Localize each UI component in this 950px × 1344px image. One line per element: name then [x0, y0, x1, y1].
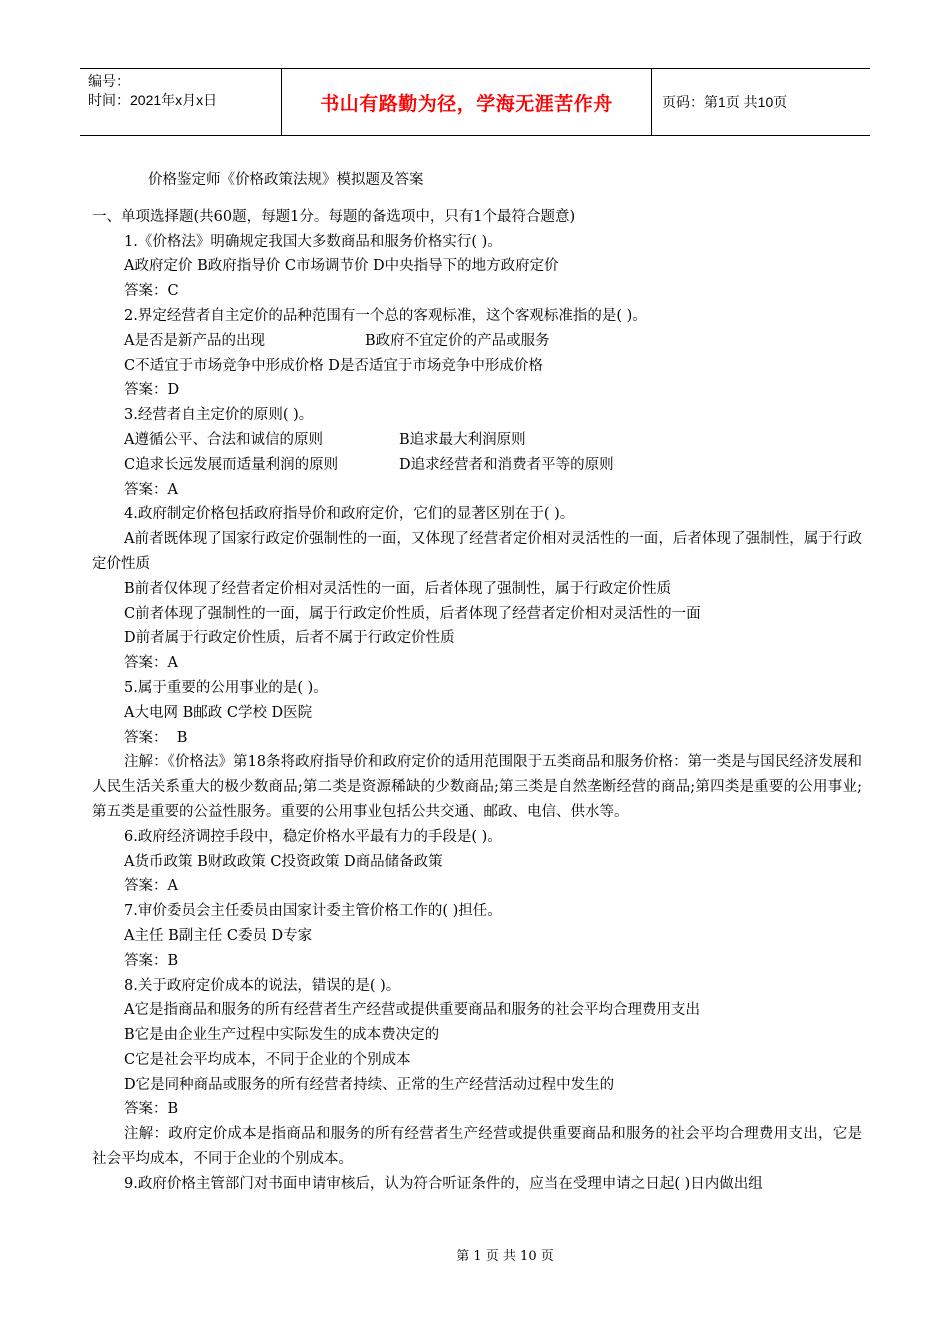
question-2-answer: 答案：D: [124, 382, 180, 399]
option-b: B追求最大利润原则: [399, 431, 526, 448]
question-4: 4.政府制定价格包括政府指导价和政府定价，它们的显著区别在于( )。: [124, 506, 575, 523]
page-header: [80, 68, 870, 136]
question-6: 6.政府经济调控手段中，稳定价格水平最有力的手段是( )。: [124, 828, 502, 845]
question-4-option-d: D前者属于行政定价性质，后者不属于行政定价性质: [124, 630, 455, 647]
question-5-answer: 答案： B: [124, 729, 188, 746]
doc-title: 价格鉴定师《价格政策法规》模拟题及答案: [148, 172, 424, 188]
question-5-note: 注解：《价格法》第18条将政府指导价和政府定价的适用范围限于五类商品和服务价格：第一类是与国民经济发展和人民生活关系重大的极少数商品;第二类是资源稀缺的少数商品;第三类是自然垄断经营的商品;第四类是重要的公用事业;第五类是重要的公益性服务。重要的公用事业包括公共交通、邮政、电信、供水等。: [92, 754, 862, 820]
question-2: 2.界定经营者自主定价的品种范围有一个总的客观标准，这个客观标准指的是( )。: [124, 307, 647, 324]
question-8-option-c: C它是社会平均成本，不同于企业的个别成本: [124, 1051, 411, 1068]
header-motto: 书山有路勤为径，学海无涯苦作舟: [281, 69, 652, 135]
question-3: 3.经营者自主定价的原则( )。: [124, 407, 314, 424]
question-7: 7.审价委员会主任委员由国家计委主管价格工作的( )担任。: [124, 903, 502, 920]
question-1-answer: 答案：C: [124, 283, 179, 300]
question-3-options-cd: [92, 453, 862, 478]
question-5-options: A大电网 B邮政 C学校 D医院: [124, 704, 313, 721]
question-4-option-a: A前者既体现了国家行政定价强制性的一面，又体现了经营者定价相对灵活性的一面，后者体现了强制性，属于行政定价性质: [92, 531, 862, 572]
question-8-option-a: A它是指商品和服务的所有经营者生产经营或提供重要商品和服务的社会平均合理费用支出: [124, 1002, 700, 1019]
question-8: 8.关于政府定价成本的说法，错误的是( )。: [124, 977, 401, 994]
section-heading: 一、单项选择题(共60题，每题1分。每题的备选项中，只有1个最符合题意): [92, 208, 576, 225]
question-7-options: A主任 B副主任 C委员 D专家: [124, 927, 313, 944]
option-b: B政府不宜定价的产品或服务: [365, 332, 550, 349]
question-1-options: A政府定价 B政府指导价 C市场调节价 D中央指导下的地方政府定价: [124, 258, 559, 275]
document-body: [92, 168, 862, 1197]
option-a: A遵循公平、合法和诚信的原则: [124, 431, 323, 448]
question-5: 5.属于重要的公用事业的是( )。: [124, 679, 328, 696]
question-3-options-ab: [92, 428, 862, 453]
number-label: 编号：: [88, 73, 130, 89]
question-9: 9.政府价格主管部门对书面申请审核后，认为符合听证条件的，应当在受理申请之日起( )日内做出组: [124, 1175, 763, 1192]
option-a: A是否是新产品的出现: [124, 332, 265, 349]
question-8-answer: 答案：B: [124, 1101, 179, 1118]
question-7-answer: 答案：B: [124, 952, 179, 969]
question-8-note: 注解：政府定价成本是指商品和服务的所有经营者生产经营或提供重要商品和服务的社会平均合理费用支出，它是社会平均成本，不同于企业的个别成本。: [92, 1126, 862, 1168]
header-page-label: 页码：第1页 共10页: [662, 94, 788, 110]
question-8-option-d: D它是同种商品或服务的所有经营者持续、正常的生产经营活动过程中发生的: [124, 1076, 615, 1093]
footer-page-number: 第 1 页 共 10 页: [456, 1249, 554, 1264]
question-4-option-b: B前者仅体现了经营者定价相对灵活性的一面，后者体现了强制性，属于行政定价性质: [124, 580, 672, 597]
time-label: 时间：2021年x月x日: [88, 92, 218, 108]
page-footer: [0, 1245, 950, 1264]
question-4-option-c: C前者体现了强制性的一面，属于行政定价性质，后者体现了经营者定价相对灵活性的一面: [124, 605, 701, 622]
question-3-answer: 答案：A: [124, 481, 178, 498]
question-2-options-ab: [92, 329, 862, 354]
question-1: 1.《价格法》明确规定我国大多数商品和服务价格实行( )。: [124, 233, 502, 250]
option-d: D追求经营者和消费者平等的原则: [399, 456, 614, 473]
question-4-answer: 答案：A: [124, 655, 178, 672]
question-6-options: A货币政策 B财政政策 C投资政策 D商品储备政策: [124, 853, 443, 870]
question-8-option-b: B它是由企业生产过程中实际发生的成本费决定的: [124, 1027, 440, 1044]
question-2-options-cd: C不适宜于市场竞争中形成价格 D是否适宜于市场竞争中形成价格: [124, 357, 543, 374]
question-6-answer: 答案：A: [124, 878, 178, 895]
option-c: C追求长远发展而适量利润的原则: [124, 456, 339, 473]
header-left-cell: [80, 69, 281, 135]
